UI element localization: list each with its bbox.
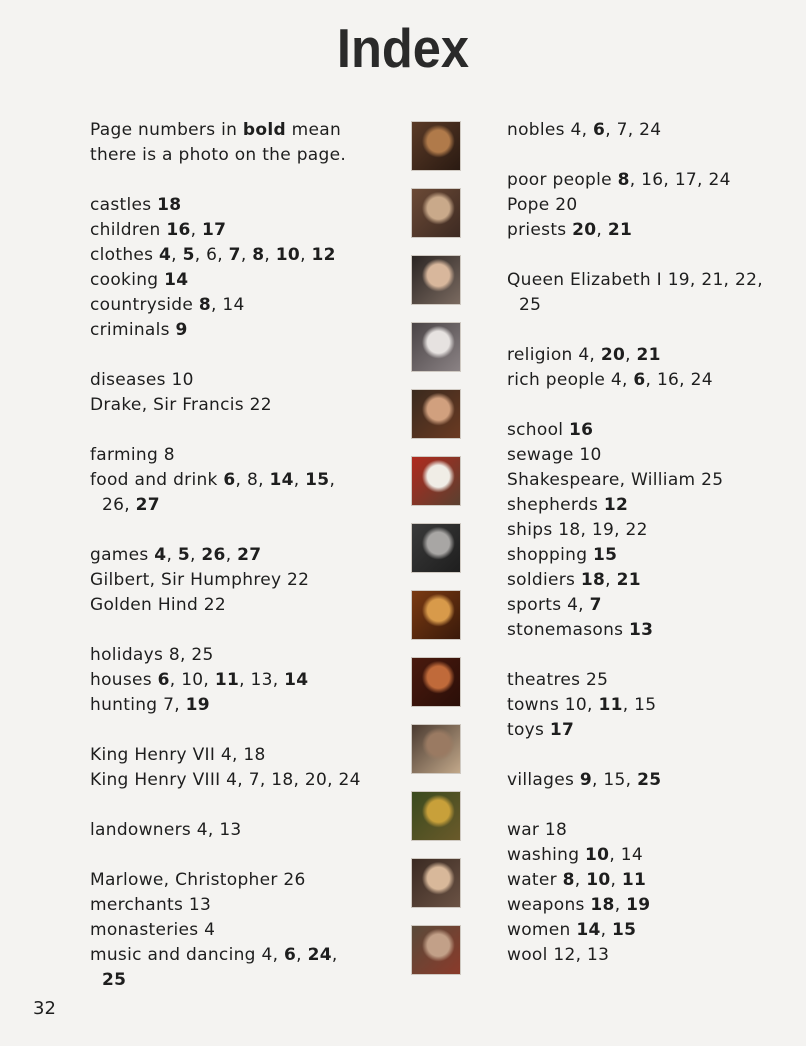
entry-text: , — [625, 345, 637, 365]
entry-text: , 6, — [194, 245, 229, 265]
entry-text: , — [166, 545, 178, 565]
entry-text: Marlowe, Christopher 26 — [90, 870, 306, 890]
index-gap — [90, 618, 390, 643]
bold-page-number: 10 — [586, 870, 611, 890]
entry-text: women — [507, 920, 577, 940]
bold-page-number: 19 — [185, 695, 210, 715]
bold-page-number: 14 — [164, 270, 189, 290]
index-gap — [507, 743, 782, 768]
index-entry — [90, 593, 390, 618]
entry-text: , — [264, 245, 276, 265]
index-entry — [90, 218, 390, 243]
entry-text: Golden Hind 22 — [90, 595, 227, 615]
food-bowl-photo — [411, 188, 461, 238]
index-entry — [90, 493, 390, 518]
entry-text: games — [90, 545, 155, 565]
index-entry — [90, 818, 390, 843]
entry-text: rich people 4, — [507, 370, 634, 390]
entry-text: , — [240, 245, 253, 265]
ruff-collar-photo — [411, 322, 461, 372]
entry-text: , 8, — [235, 470, 270, 490]
entry-text: ships 18, 19, 22 — [507, 520, 648, 540]
bold-page-number: 9 — [579, 770, 592, 790]
bold-page-number: 11 — [598, 695, 623, 715]
entry-text: villages — [507, 770, 580, 790]
index-entry — [507, 493, 782, 518]
index-entry — [507, 418, 782, 443]
bold-page-number: 6 — [633, 370, 646, 390]
index-entry — [507, 343, 782, 368]
entry-text: clothes — [90, 245, 160, 265]
bold-page-number: 6 — [223, 470, 236, 490]
entry-text: criminals — [90, 320, 176, 340]
entry-text: , — [300, 245, 312, 265]
bold-page-number: 25 — [102, 970, 127, 990]
entry-text: , — [329, 470, 336, 490]
index-entry — [90, 243, 390, 268]
index-entry — [90, 868, 390, 893]
index-entry — [90, 568, 390, 593]
entry-text: religion 4, — [507, 345, 601, 365]
entry-text: towns 10, — [507, 695, 599, 715]
bold-page-number: 15 — [305, 470, 330, 490]
index-entry — [507, 818, 782, 843]
entry-text: monasteries 4 — [90, 920, 216, 940]
entry-text: cooking — [90, 270, 165, 290]
index-entry — [90, 743, 390, 768]
entry-text: countryside — [90, 295, 199, 315]
index-entry — [507, 693, 782, 718]
entry-text: Queen Elizabeth I 19, 21, 22, — [507, 270, 763, 290]
index-entry — [90, 643, 390, 668]
index-entry — [507, 293, 782, 318]
entry-text: toys — [507, 720, 550, 740]
index-gap — [507, 318, 782, 343]
bold-page-number: 16 — [569, 420, 594, 440]
index-entry — [507, 568, 782, 593]
bold-page-number: 13 — [629, 620, 654, 640]
entry-text: washing — [507, 845, 586, 865]
index-gap — [90, 418, 390, 443]
entry-text: 25 — [519, 295, 542, 315]
index-entry — [507, 918, 782, 943]
entry-text: hunting 7, — [90, 695, 186, 715]
bold-page-number: 4 — [159, 245, 172, 265]
entry-text: water — [507, 870, 563, 890]
entry-text: , — [596, 220, 608, 240]
entry-text: poor people — [507, 170, 618, 190]
entry-text: 26, — [102, 495, 136, 515]
man-in-hat-photo — [411, 389, 461, 439]
entry-text: , 16, 17, 24 — [629, 170, 731, 190]
entry-text: King Henry VIII 4, 7, 18, 20, 24 — [90, 770, 361, 790]
index-entry — [507, 218, 782, 243]
entry-text: , — [331, 945, 338, 965]
bold-page-number: 20 — [572, 220, 597, 240]
bold-page-number: 10 — [275, 245, 301, 265]
bold-page-number: 7 — [589, 595, 602, 615]
rooster-photo — [411, 456, 461, 506]
entry-text: , — [293, 470, 306, 490]
index-entry — [507, 118, 782, 143]
entry-text: , — [190, 220, 202, 240]
entry-text: castles — [90, 195, 158, 215]
bold-page-number: 5 — [177, 545, 190, 565]
index-gap — [90, 793, 390, 818]
entry-text: , — [614, 895, 627, 915]
violin-player-photo — [411, 121, 461, 171]
bold-page-number: 26 — [201, 545, 226, 565]
bold-page-number: 21 — [636, 345, 661, 365]
entry-text: Gilbert, Sir Humphrey 22 — [90, 570, 310, 590]
bold-page-number: 21 — [607, 220, 633, 240]
index-entry — [507, 943, 782, 968]
entry-text: King Henry VII 4, 18 — [90, 745, 266, 765]
bold-page-number: 12 — [603, 495, 629, 515]
bold-page-number: 8 — [198, 295, 211, 315]
index-entry — [90, 468, 390, 493]
entry-text: , — [225, 545, 238, 565]
entry-text: soldiers — [507, 570, 581, 590]
entry-text: , 16, 24 — [645, 370, 713, 390]
bold-page-number: 19 — [626, 895, 651, 915]
entry-text: nobles 4, — [507, 120, 594, 140]
toy-discs-photo — [411, 724, 461, 774]
entry-text: music and dancing 4, — [90, 945, 284, 965]
entry-text: , 14 — [211, 295, 245, 315]
entry-text: food and drink — [90, 470, 224, 490]
index-gap — [90, 718, 390, 743]
bold-page-number: 5 — [182, 245, 195, 265]
entry-text: stonemasons — [507, 620, 630, 640]
entry-text: wool 12, 13 — [507, 945, 610, 965]
index-entry — [507, 518, 782, 543]
entry-text: , 15 — [622, 695, 657, 715]
entry-text: holidays 8, 25 — [90, 645, 214, 665]
index-entry — [90, 293, 390, 318]
index-entry — [507, 468, 782, 493]
entry-text: landowners 4, 13 — [90, 820, 242, 840]
bold-page-number: 18 — [580, 570, 606, 590]
bold-page-number: 25 — [637, 770, 662, 790]
entry-text: diseases 10 — [90, 370, 194, 390]
entry-text: Shakespeare, William 25 — [507, 470, 724, 490]
woman-in-hat-photo — [411, 858, 461, 908]
bold-page-number: 15 — [612, 920, 637, 940]
index-entry — [507, 368, 782, 393]
entry-text: theatres 25 — [507, 670, 609, 690]
entry-text: , 10, — [169, 670, 215, 690]
bold-page-number: 6 — [157, 670, 170, 690]
entry-text: priests — [507, 220, 573, 240]
index-gap — [507, 243, 782, 268]
bearded-man-photo — [411, 925, 461, 975]
index-entry — [90, 543, 390, 568]
index-gap — [90, 518, 390, 543]
bold-page-number: 14 — [269, 470, 294, 490]
index-entry — [507, 593, 782, 618]
bold-page-number: 6 — [593, 120, 606, 140]
index-gap — [90, 343, 390, 368]
entry-text: , — [605, 570, 617, 590]
entry-text: sports 4, — [507, 595, 590, 615]
bold-page-number: 17 — [549, 720, 575, 740]
index-entry — [507, 868, 782, 893]
index-entry — [90, 968, 390, 993]
entry-text: merchants 13 — [90, 895, 212, 915]
lute-photo — [411, 590, 461, 640]
flowers-photo — [411, 791, 461, 841]
bold-page-number: 15 — [593, 545, 618, 565]
entry-text: sewage 10 — [507, 445, 602, 465]
intro-gap — [90, 168, 390, 193]
index-entry — [507, 718, 782, 743]
entry-text: , — [574, 870, 587, 890]
bold-page-number: 14 — [284, 670, 309, 690]
bold-page-number: 27 — [237, 545, 262, 565]
entry-text: , — [610, 870, 622, 890]
index-gap — [90, 843, 390, 868]
entry-text: , 7, 24 — [605, 120, 662, 140]
bold-page-number: 14 — [576, 920, 601, 940]
index-entry — [90, 918, 390, 943]
bold-page-number: 24 — [307, 945, 332, 965]
entry-text: children — [90, 220, 167, 240]
bold-page-number: 9 — [175, 320, 188, 340]
bold-page-number: 20 — [600, 345, 626, 365]
index-entry — [90, 268, 390, 293]
page-title: Index — [336, 17, 470, 79]
index-gap — [507, 643, 782, 668]
index-entry — [507, 268, 782, 293]
entry-text: , — [190, 545, 202, 565]
entry-text: farming 8 — [90, 445, 175, 465]
intro-note: Page numbers in bold mean there is a photo on the page. — [90, 120, 347, 165]
index-entry — [90, 693, 390, 718]
index-right-column — [507, 118, 782, 968]
entry-text: shopping — [507, 545, 594, 565]
bold-page-number: 11 — [214, 670, 240, 690]
entry-text: houses — [90, 670, 158, 690]
index-entry — [507, 843, 782, 868]
entry-text: , — [600, 920, 612, 940]
index-entry — [507, 618, 782, 643]
entry-text: , — [171, 245, 183, 265]
bold-page-number: 6 — [284, 945, 297, 965]
bold-page-number: 21 — [616, 570, 641, 590]
bold-page-number: 4 — [154, 545, 167, 565]
entry-text: , 13, — [239, 670, 285, 690]
index-entry — [507, 193, 782, 218]
left-entries — [90, 193, 390, 993]
entry-text: school — [507, 420, 570, 440]
index-left-column — [90, 118, 390, 993]
index-entry — [90, 943, 390, 968]
index-entry — [90, 318, 390, 343]
index-entry — [90, 443, 390, 468]
boy-in-cap-photo — [411, 255, 461, 305]
bold-page-number: 17 — [202, 220, 227, 240]
entry-text: Drake, Sir Francis 22 — [90, 395, 272, 415]
index-entry — [507, 543, 782, 568]
goblet-photo — [411, 657, 461, 707]
bold-page-number: 27 — [135, 495, 160, 515]
index-entry — [90, 893, 390, 918]
entry-text: war 18 — [507, 820, 568, 840]
bold-page-number: 18 — [157, 195, 182, 215]
bold-page-number: 8 — [562, 870, 575, 890]
entry-text: Pope 20 — [507, 195, 578, 215]
index-gap — [507, 793, 782, 818]
index-entry — [507, 443, 782, 468]
bold-page-number: 11 — [621, 870, 647, 890]
entry-text: weapons — [507, 895, 591, 915]
bold-page-number: 10 — [585, 845, 610, 865]
index-entry — [90, 193, 390, 218]
index-gap — [507, 393, 782, 418]
entry-text: , — [296, 945, 308, 965]
bold-page-number: 7 — [228, 245, 241, 265]
entry-text: , 14 — [609, 845, 643, 865]
bold-page-number: 18 — [590, 895, 615, 915]
bold-page-number: 8 — [252, 245, 265, 265]
entry-text: shepherds — [507, 495, 604, 515]
page-number: 32 — [33, 998, 56, 1019]
index-entry — [507, 893, 782, 918]
entry-text: , 15, — [592, 770, 638, 790]
index-entry — [90, 368, 390, 393]
index-entry — [90, 393, 390, 418]
bold-page-number: 8 — [617, 170, 630, 190]
index-gap — [507, 143, 782, 168]
index-entry — [90, 668, 390, 693]
index-entry — [507, 168, 782, 193]
bold-page-number: 12 — [311, 245, 336, 265]
index-entry — [507, 768, 782, 793]
bold-page-number: 16 — [166, 220, 191, 240]
index-entry — [90, 768, 390, 793]
index-entry — [507, 668, 782, 693]
right-entries — [507, 118, 782, 968]
hornbook-photo — [411, 523, 461, 573]
